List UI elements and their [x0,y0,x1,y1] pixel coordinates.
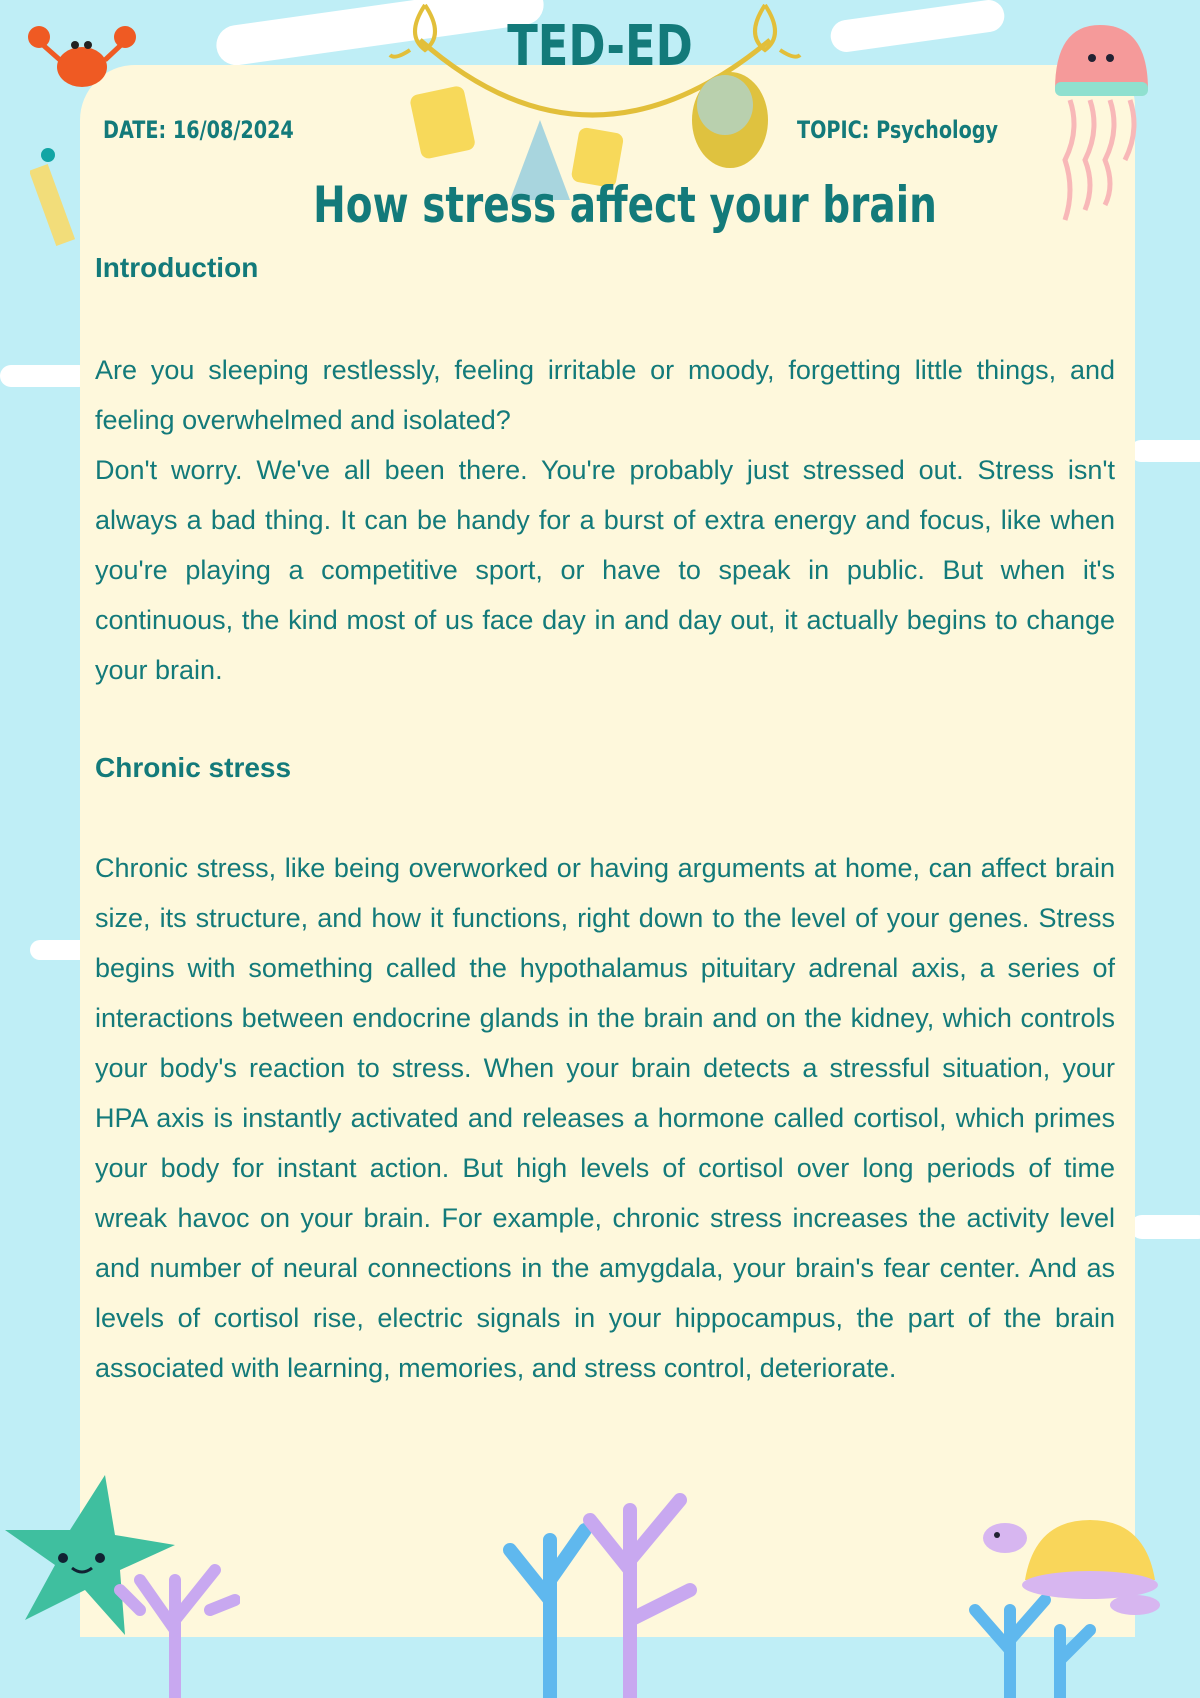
pencil-icon [30,145,100,255]
page-title: How stress affect your brain [313,176,937,234]
paragraph: Are you sleeping restlessly, feeling irritable or moody, forgetting little things, and feeling overwhelmed and isolated? [95,355,1115,435]
paragraph: Chronic stress, like being overworked or having arguments at home, can affect brain size, its structure, and how it functions, right down to the level of your genes. Stress begins with something called the hypothalamus pituitary adrenal axis, a series of interactions between endocrine glands in the brain and on the kidney, which controls your body's reaction to stress. When your brain detects a stressful situation, your HPA axis is instantly activated and releases a hormone called cortisol, which primes your body for instant action. But high levels of cortisol over long periods of time wreak havoc on your brain. For example, chronic stress increases the activity level and number of neural connections in the amygdala, your brain's fear center. And as levels of cortisol rise, electric signals in your hippocampus, the part of the brain associated with learning, memories, and stress control, deteriorate. [95,853,1115,1383]
paragraph: Don't worry. We've all been there. You're probably just stressed out. Stress isn't always a bad thing. It can be handy for a burst of extra energy and focus, like when you're playing a competitive sport, or have to speak in public. But when it's continuous, the kind most of us face day in and day out, it actually begins to change your brain. [95,455,1115,685]
crab-icon [25,15,140,90]
jellyfish-icon [1040,20,1160,230]
cloud-decoration [0,365,90,387]
topic-label: TOPIC: Psychology [797,116,999,144]
cloud-decoration [1130,1215,1200,1239]
date-label: DATE: 16/08/2024 [103,116,294,144]
section-heading-introduction: Introduction [95,252,259,283]
coral-icon [110,1540,240,1698]
introduction-body [95,345,1115,695]
section-heading-chronic-stress: Chronic stress [95,752,292,783]
coral-icon [490,1480,700,1698]
cloud-decoration [1130,440,1200,462]
brand-logo: TED-ED [507,14,693,79]
turtle-icon [975,1510,1175,1630]
